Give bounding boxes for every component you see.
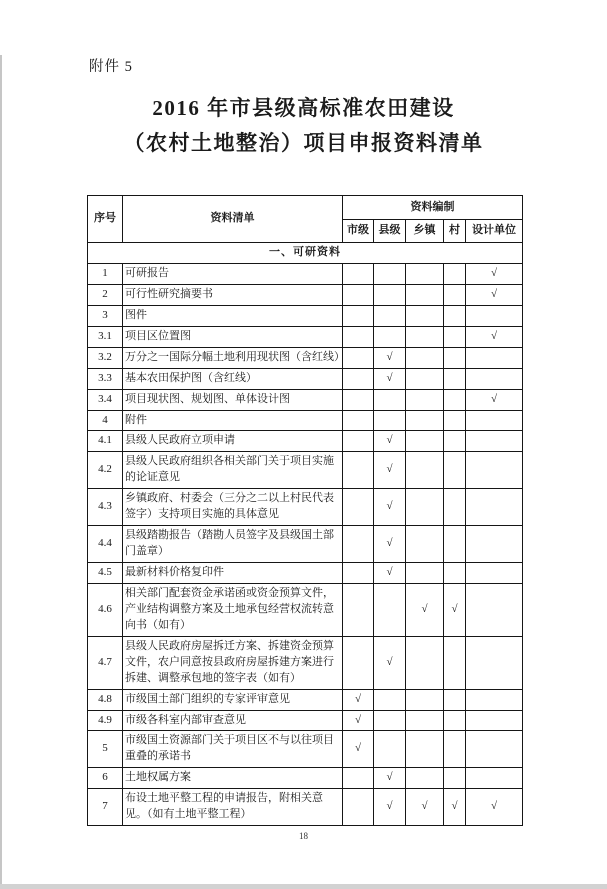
column-header-index: 序号 — [88, 196, 123, 243]
row-material-name: 县级人民政府组织各相关部门关于项目实施的论证意见 — [123, 452, 343, 489]
row-material-name: 土地权属方案 — [123, 768, 343, 789]
table-row — [88, 347, 523, 368]
checkmark: √ — [374, 563, 406, 584]
table-row — [88, 326, 523, 347]
row-number: 3.4 — [88, 389, 123, 410]
empty-check-cell — [406, 689, 444, 710]
empty-check-cell — [466, 636, 523, 689]
table-row — [88, 368, 523, 389]
empty-check-cell — [444, 452, 466, 489]
empty-check-cell — [444, 389, 466, 410]
row-number: 4.2 — [88, 452, 123, 489]
empty-check-cell — [466, 410, 523, 431]
empty-check-cell — [343, 583, 374, 636]
empty-check-cell — [406, 731, 444, 768]
empty-check-cell — [406, 305, 444, 326]
row-material-name: 县级踏勘报告（踏勘人员签字及县级国土部门盖章） — [123, 526, 343, 563]
checkmark: √ — [374, 768, 406, 789]
section-title: 一、可研资料 — [88, 243, 523, 264]
scan-bottom-edge — [0, 884, 607, 889]
empty-check-cell — [444, 326, 466, 347]
empty-check-cell — [444, 431, 466, 452]
empty-check-cell — [343, 326, 374, 347]
empty-check-cell — [374, 710, 406, 731]
empty-check-cell — [374, 583, 406, 636]
table-row — [88, 789, 523, 826]
empty-check-cell — [444, 263, 466, 284]
row-material-name: 项目区位置图 — [123, 326, 343, 347]
empty-check-cell — [406, 636, 444, 689]
empty-check-cell — [444, 768, 466, 789]
attachment-label: 附件 5 — [89, 59, 133, 75]
row-material-name: 图件 — [123, 305, 343, 326]
empty-check-cell — [374, 263, 406, 284]
table-row — [88, 768, 523, 789]
title-line-2: （农村土地整治）项目申报资料清单 — [123, 131, 484, 155]
empty-check-cell — [466, 689, 523, 710]
table-body — [88, 243, 523, 826]
empty-check-cell — [444, 526, 466, 563]
empty-check-cell — [466, 489, 523, 526]
empty-check-cell — [406, 368, 444, 389]
row-material-name: 县级人民政府房屋拆迁方案、拆建资金预算文件，农户同意按县政府房屋拆建方案进行拆建、调整承包地的签字表（如有） — [123, 636, 343, 689]
row-number: 1 — [88, 263, 123, 284]
row-material-name: 可研报告 — [123, 263, 343, 284]
checkmark: √ — [343, 710, 374, 731]
table-row — [88, 389, 523, 410]
materials-checklist-table — [87, 195, 523, 826]
row-number: 4.5 — [88, 563, 123, 584]
checkmark: √ — [466, 263, 523, 284]
empty-check-cell — [343, 347, 374, 368]
empty-check-cell — [406, 563, 444, 584]
empty-check-cell — [343, 789, 374, 826]
row-number: 2 — [88, 284, 123, 305]
empty-check-cell — [343, 305, 374, 326]
header-row — [88, 196, 523, 220]
checkmark: √ — [406, 789, 444, 826]
checkmark: √ — [374, 636, 406, 689]
row-number: 3 — [88, 305, 123, 326]
table-row — [88, 710, 523, 731]
empty-check-cell — [374, 731, 406, 768]
empty-check-cell — [406, 489, 444, 526]
empty-check-cell — [343, 452, 374, 489]
empty-check-cell — [444, 689, 466, 710]
row-material-name: 市级国土资源部门关于项目区不与以往项目重叠的承诺书 — [123, 731, 343, 768]
empty-check-cell — [444, 347, 466, 368]
empty-check-cell — [444, 710, 466, 731]
empty-check-cell — [343, 389, 374, 410]
empty-check-cell — [406, 431, 444, 452]
empty-check-cell — [343, 431, 374, 452]
table-row — [88, 489, 523, 526]
empty-check-cell — [343, 489, 374, 526]
empty-check-cell — [374, 305, 406, 326]
empty-check-cell — [466, 563, 523, 584]
empty-check-cell — [444, 489, 466, 526]
empty-check-cell — [444, 284, 466, 305]
empty-check-cell — [343, 768, 374, 789]
checkmark: √ — [374, 526, 406, 563]
checkmark: √ — [466, 389, 523, 410]
section-row — [88, 243, 523, 264]
empty-check-cell — [406, 389, 444, 410]
row-number: 3.2 — [88, 347, 123, 368]
sub-column-header: 设计单位 — [466, 220, 523, 243]
row-number: 3.1 — [88, 326, 123, 347]
row-number: 6 — [88, 768, 123, 789]
checkmark: √ — [374, 452, 406, 489]
table-row — [88, 410, 523, 431]
sub-column-header: 乡镇 — [406, 220, 444, 243]
empty-check-cell — [343, 526, 374, 563]
table-row — [88, 526, 523, 563]
table-row — [88, 284, 523, 305]
empty-check-cell — [343, 368, 374, 389]
empty-check-cell — [444, 368, 466, 389]
table-row — [88, 636, 523, 689]
empty-check-cell — [466, 768, 523, 789]
row-number: 4 — [88, 410, 123, 431]
column-header-material-list: 资料清单 — [123, 196, 343, 243]
empty-check-cell — [406, 284, 444, 305]
document-page — [0, 55, 607, 841]
empty-check-cell — [374, 389, 406, 410]
sub-column-header: 村 — [444, 220, 466, 243]
row-material-name: 万分之一国际分幅土地利用现状图（含红线） — [123, 347, 343, 368]
row-number: 4.4 — [88, 526, 123, 563]
row-material-name: 基本农田保护图（含红线） — [123, 368, 343, 389]
page-number: 18 — [299, 831, 308, 841]
empty-check-cell — [466, 431, 523, 452]
checkmark: √ — [374, 347, 406, 368]
checkmark: √ — [466, 789, 523, 826]
empty-check-cell — [374, 284, 406, 305]
row-number: 4.3 — [88, 489, 123, 526]
empty-check-cell — [406, 410, 444, 431]
empty-check-cell — [343, 284, 374, 305]
table-row — [88, 431, 523, 452]
table-row — [88, 731, 523, 768]
row-material-name: 县级人民政府立项申请 — [123, 431, 343, 452]
row-material-name: 市级各科室内部审查意见 — [123, 710, 343, 731]
row-material-name: 最新材料价格复印件 — [123, 563, 343, 584]
row-number: 5 — [88, 731, 123, 768]
checkmark: √ — [343, 731, 374, 768]
row-number: 4.6 — [88, 583, 123, 636]
empty-check-cell — [466, 452, 523, 489]
empty-check-cell — [406, 710, 444, 731]
checkmark: √ — [374, 431, 406, 452]
empty-check-cell — [466, 526, 523, 563]
table-row — [88, 452, 523, 489]
row-number: 4.9 — [88, 710, 123, 731]
empty-check-cell — [444, 305, 466, 326]
table-row — [88, 583, 523, 636]
empty-check-cell — [406, 768, 444, 789]
empty-check-cell — [466, 731, 523, 768]
table-row — [88, 563, 523, 584]
checkmark: √ — [374, 789, 406, 826]
row-number: 3.3 — [88, 368, 123, 389]
empty-check-cell — [444, 563, 466, 584]
sub-column-header: 县级 — [374, 220, 406, 243]
empty-check-cell — [374, 689, 406, 710]
row-number: 7 — [88, 789, 123, 826]
row-material-name: 相关部门配套资金承诺函或资金预算文件，产业结构调整方案及土地承包经营权流转意向书（如有） — [123, 583, 343, 636]
checkmark: √ — [406, 583, 444, 636]
empty-check-cell — [406, 326, 444, 347]
checkmark: √ — [444, 583, 466, 636]
empty-check-cell — [374, 326, 406, 347]
checkmark: √ — [343, 689, 374, 710]
empty-check-cell — [374, 410, 406, 431]
table-row — [88, 689, 523, 710]
empty-check-cell — [466, 305, 523, 326]
title-line-1: 2016 年市县级高标准农田建设 — [152, 96, 455, 120]
empty-check-cell — [406, 347, 444, 368]
empty-check-cell — [406, 452, 444, 489]
row-material-name: 市级国土部门组织的专家评审意见 — [123, 689, 343, 710]
empty-check-cell — [466, 347, 523, 368]
row-material-name: 可行性研究摘要书 — [123, 284, 343, 305]
row-material-name: 附件 — [123, 410, 343, 431]
checkmark: √ — [444, 789, 466, 826]
scan-left-edge — [0, 55, 2, 889]
empty-check-cell — [343, 263, 374, 284]
empty-check-cell — [343, 563, 374, 584]
empty-check-cell — [466, 710, 523, 731]
empty-check-cell — [444, 636, 466, 689]
empty-check-cell — [343, 410, 374, 431]
empty-check-cell — [444, 731, 466, 768]
checkmark: √ — [466, 326, 523, 347]
checkmark: √ — [374, 489, 406, 526]
row-material-name: 项目现状图、规划图、单体设计图 — [123, 389, 343, 410]
column-header-compilation-group: 资料编制 — [343, 196, 523, 220]
checkmark: √ — [374, 368, 406, 389]
row-number: 4.8 — [88, 689, 123, 710]
empty-check-cell — [406, 526, 444, 563]
row-number: 4.1 — [88, 431, 123, 452]
row-number: 4.7 — [88, 636, 123, 689]
empty-check-cell — [466, 368, 523, 389]
document-title — [0, 91, 607, 161]
table-row — [88, 263, 523, 284]
table-row — [88, 305, 523, 326]
checkmark: √ — [466, 284, 523, 305]
row-material-name: 布设土地平整工程的申请报告，附相关意见。（如有土地平整工程） — [123, 789, 343, 826]
empty-check-cell — [444, 410, 466, 431]
empty-check-cell — [466, 583, 523, 636]
empty-check-cell — [406, 263, 444, 284]
sub-column-header: 市级 — [343, 220, 374, 243]
row-material-name: 乡镇政府、村委会（三分之二以上村民代表签字）支持项目实施的具体意见 — [123, 489, 343, 526]
empty-check-cell — [343, 636, 374, 689]
